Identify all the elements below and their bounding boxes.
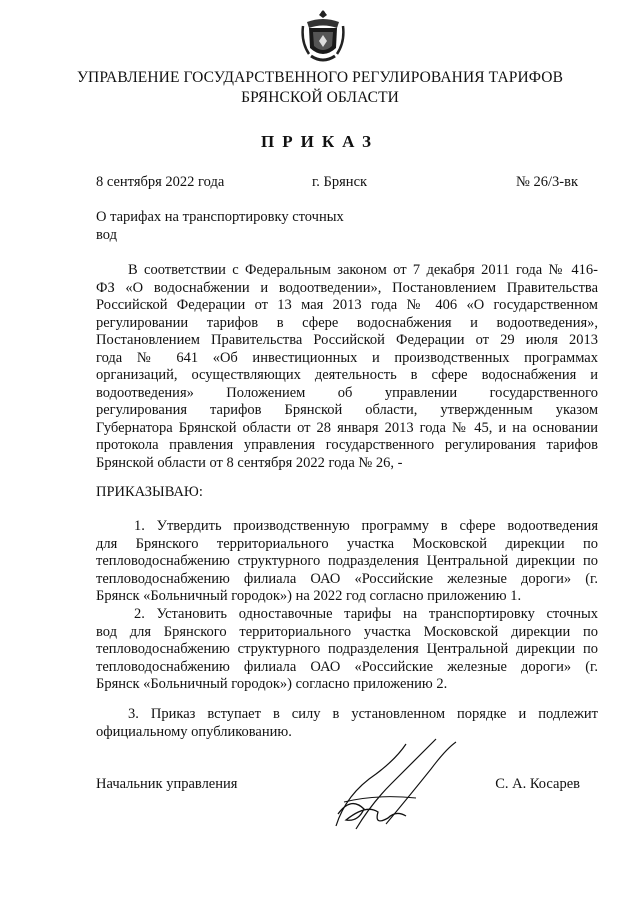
paragraph-line: Брянск «Больничный городок») согласно приложению 2. xyxy=(96,676,448,692)
paragraph-line: для Брянского территориального участка Московской дирекции по xyxy=(96,535,598,552)
document-title: ПРИКАЗ xyxy=(261,132,379,151)
paragraph-line: официальному опубликованию. xyxy=(96,723,292,740)
paragraph-line: регулирования тарифов Брянской области, утвержденным указом xyxy=(96,402,598,418)
paragraph-line: Российской Федерации от 13 мая 2013 года № 406 «О государственном xyxy=(96,297,598,313)
paragraph-line: года № 641 «Об инвестиционных и производственных программах xyxy=(96,349,598,366)
org-name-line1: УПРАВЛЕНИЕ ГОСУДАРСТВЕННОГО РЕГУЛИРОВАНИЯ ТАРИФОВ xyxy=(76,69,564,86)
coat-of-arms-icon xyxy=(301,8,345,66)
paragraph-line: организаций, осуществляющих деятельность в сфере водоснабжения и xyxy=(96,367,598,383)
paragraph-line: 3. Приказ вступает в силу в установленном порядке и подлежит xyxy=(128,706,598,722)
order-item-1 xyxy=(96,518,598,606)
signatory-name: С. А. Косарев xyxy=(495,776,580,792)
paragraph-line: Постановлением Правительства Российской Федерации от 29 июля 2013 xyxy=(96,332,598,348)
paragraph-line: Брянской области от 8 сентября 2022 года № 26, - xyxy=(96,454,403,471)
handwritten-signature xyxy=(316,734,466,834)
paragraph-line: водоотведения» Положением об управлении государственного xyxy=(96,384,598,401)
document-number: № 26/3-вк xyxy=(516,174,578,190)
document-subject xyxy=(96,208,344,244)
document-city: г. Брянск xyxy=(312,174,368,190)
paragraph-line: тепловодоснабжению структурного подразделения Центральной дирекции по xyxy=(96,641,598,657)
org-name-line2: БРЯНСКОЙ ОБЛАСТИ xyxy=(241,89,399,106)
signatory-position: Начальник управления xyxy=(96,776,238,792)
order-item-2 xyxy=(96,606,598,694)
paragraph-line: 2. Установить одноставочные тарифы на транспортировку сточных xyxy=(134,606,598,622)
paragraph-line: ФЗ «О водоснабжении и водоотведении», Постановлением Правительства xyxy=(96,279,598,296)
paragraph-line: протокола правления управления государственного регулирования тарифов xyxy=(96,437,598,453)
paragraph-line: В соответствии с Федеральным законом от 7 декабря 2011 года № 416- xyxy=(128,262,598,278)
paragraph-line: регулировании тарифов в сфере водоснабжения и водоотведения», xyxy=(96,314,598,331)
paragraph-line: 1. Утвердить производственную программу в сфере водоотведения xyxy=(134,518,598,534)
paragraph-line: Брянск «Больничный городок») на 2022 год согласно приложению 1. xyxy=(96,588,522,604)
subject-line: вод xyxy=(96,227,117,243)
document-date: 8 сентября 2022 года xyxy=(96,174,225,190)
paragraph-line: вод для Брянского территориального участка Московской дирекции по xyxy=(96,623,598,640)
paragraph-line: Губернатора Брянской области от 28 января 2013 года № 45, и на основании xyxy=(96,419,598,436)
preamble-paragraph xyxy=(96,262,598,472)
paragraph-line: тепловодоснабжению филиала ОАО «Российские железные дороги» (г. xyxy=(96,570,598,587)
order-word: ПРИКАЗЫВАЮ: xyxy=(96,484,203,500)
subject-line: О тарифах на транспортировку сточных xyxy=(96,209,344,225)
paragraph-line: тепловодоснабжению структурного подразделения Центральной дирекции по xyxy=(96,553,598,569)
paragraph-line: тепловодоснабжению филиала ОАО «Российские железные дороги» (г. xyxy=(96,658,598,675)
